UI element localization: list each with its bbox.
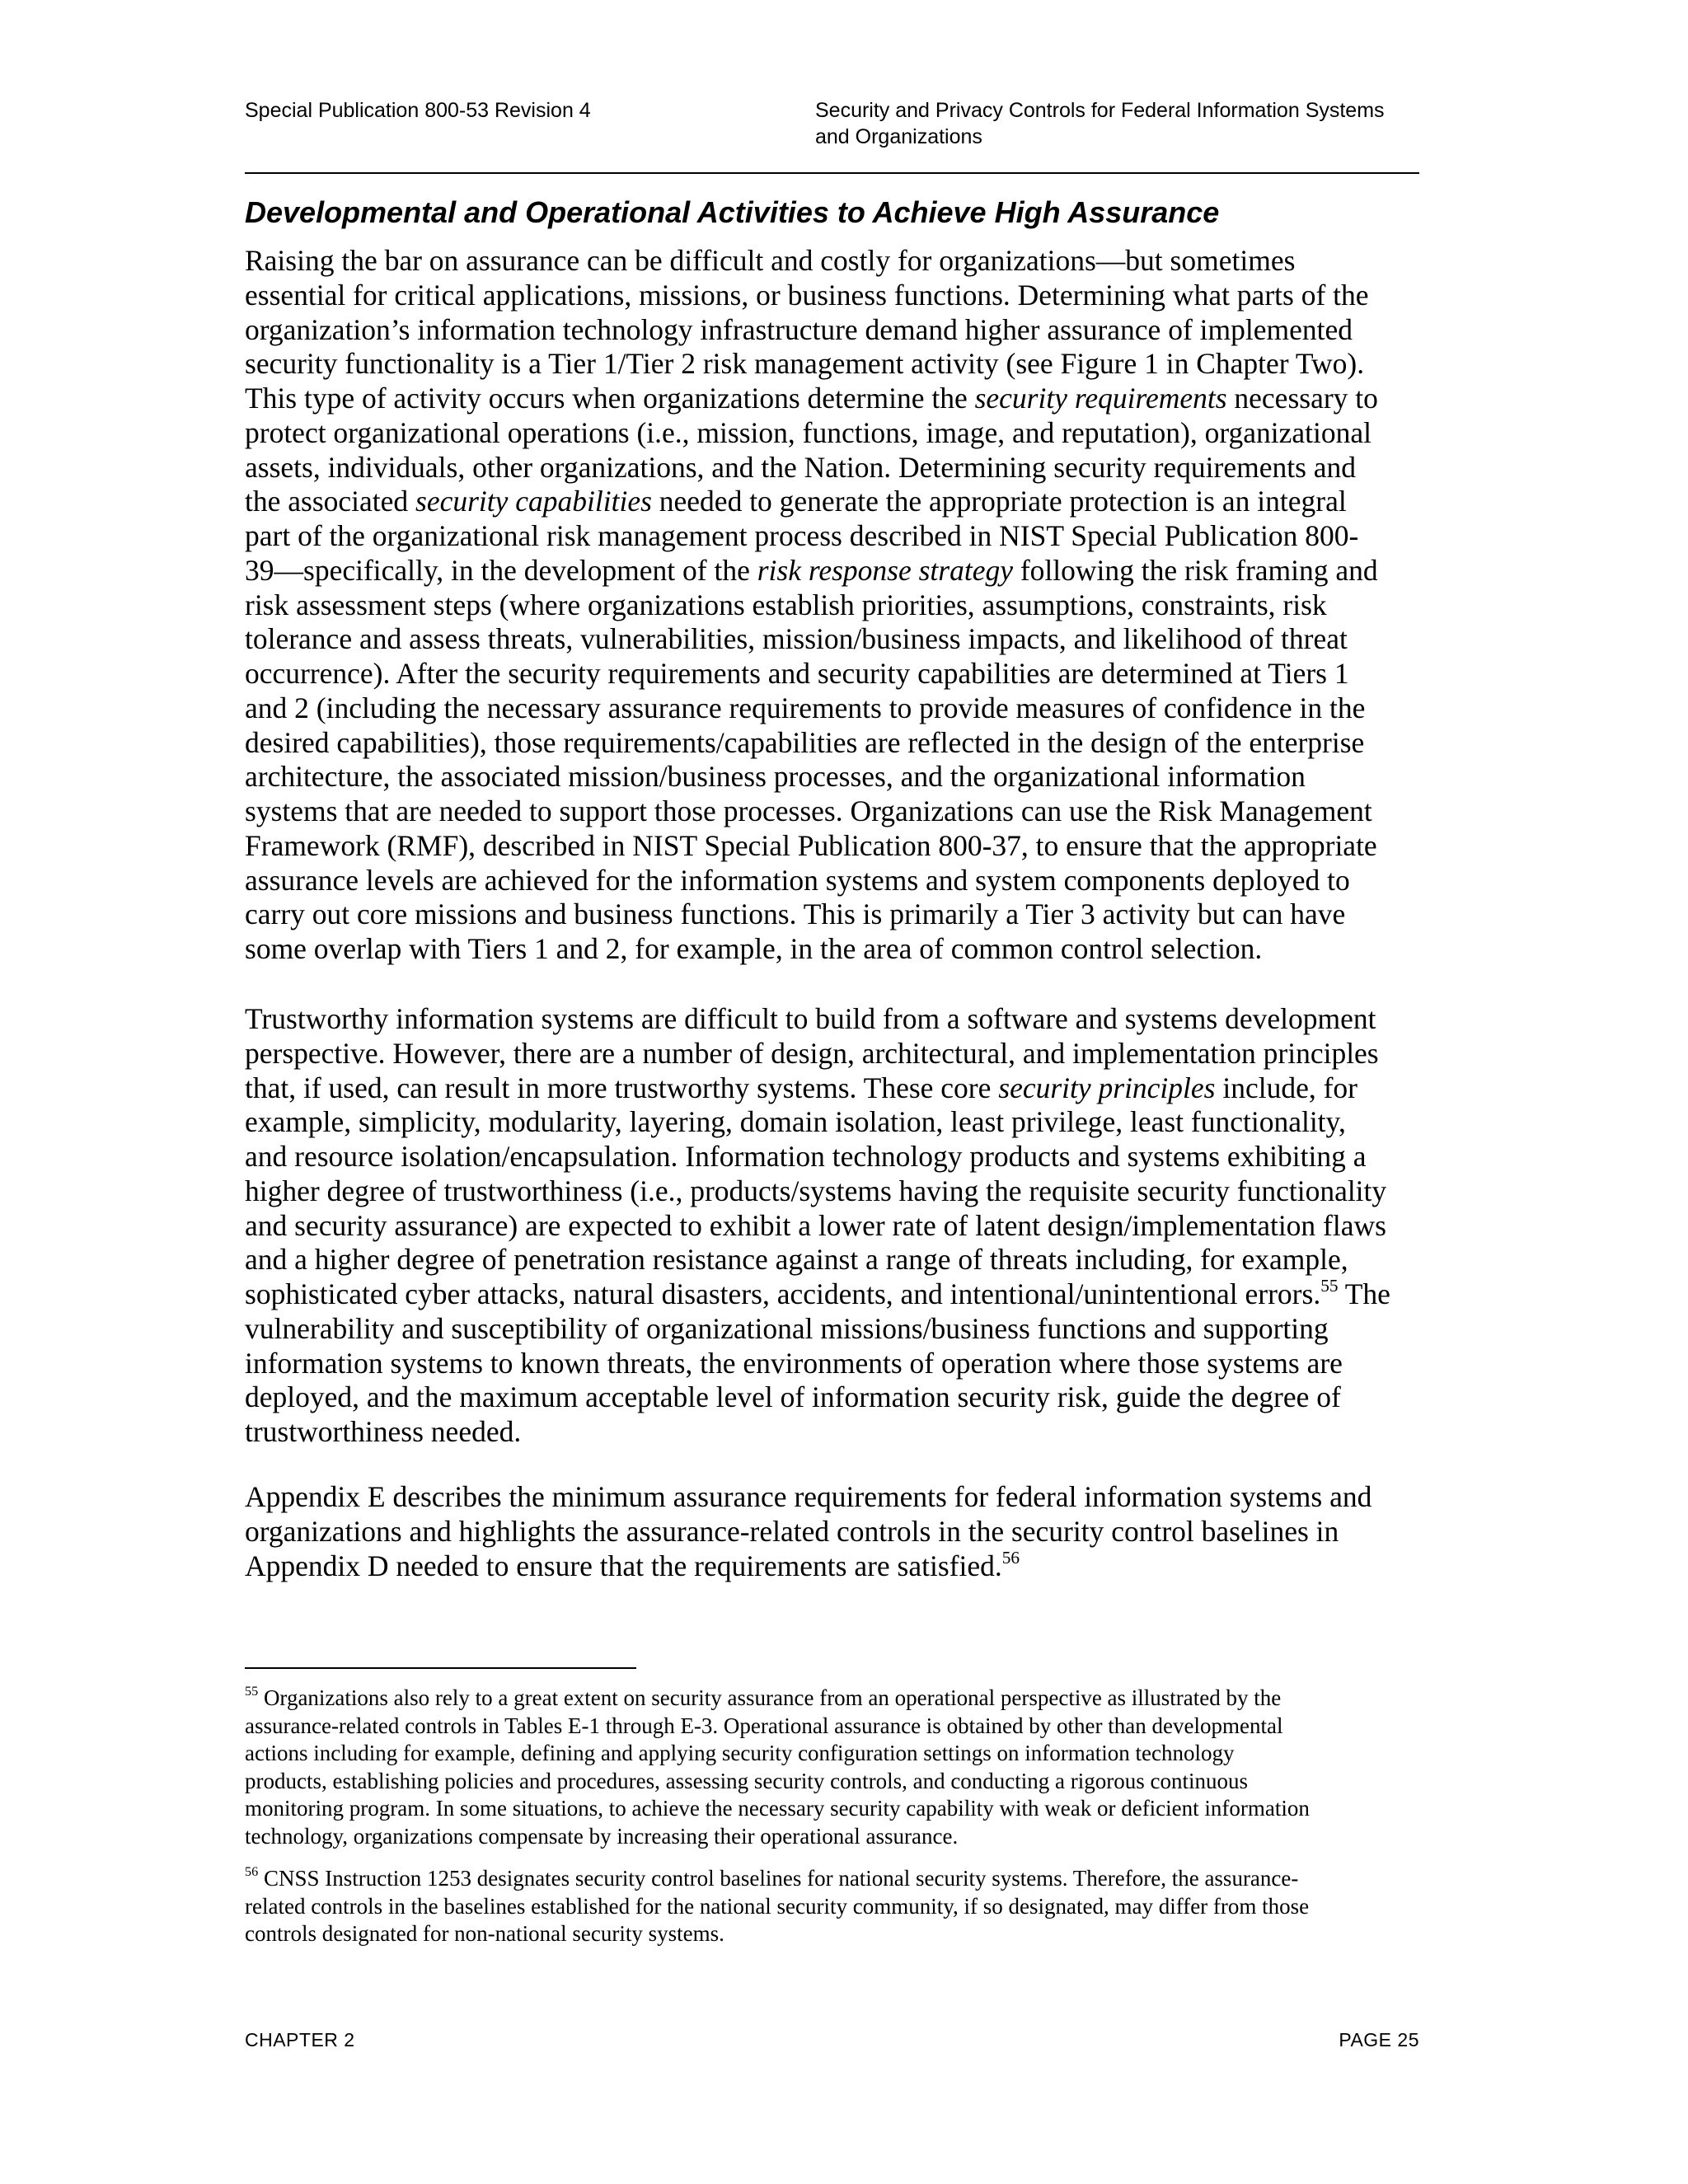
text-line: protect organizational operations (i.e., mission, functions, image, and reputation), organizational	[245, 415, 1372, 449]
text-line	[245, 1549, 1432, 1584]
text-line	[245, 382, 1432, 416]
text-line: controls designated for non-national security systems.	[245, 1921, 724, 1947]
paragraph-appendix-e	[245, 1480, 1432, 1583]
footnote-55	[245, 1685, 1432, 1851]
text-line: and a higher degree of penetration resistance against a range of threats including, for example,	[245, 1243, 1348, 1277]
text-line: higher degree of trustworthiness (i.e., products/systems having the requisite security functionality	[245, 1174, 1387, 1207]
running-footer-chapter: CHAPTER 2	[245, 2029, 355, 2050]
text-line	[245, 1865, 1432, 1893]
text-line: organization’s information technology infrastructure demand higher assurance of implemented	[245, 312, 1353, 346]
text-line: organizations and highlights the assurance-related controls in the security control baselines in	[245, 1514, 1339, 1548]
text-line: deployed, and the maximum acceptable level of information security risk, guide the degree of	[245, 1380, 1341, 1414]
text-run: sophisticated cyber attacks, natural disasters, accidents, and intentional/unintentional errors.	[245, 1277, 1321, 1310]
text-run: the associated	[245, 485, 416, 518]
footnote-number: 55	[245, 1684, 259, 1699]
text-line: occurrence). After the security requirements and security capabilities are determined at Tiers 1	[245, 657, 1349, 690]
text-run: Appendix D needed to ensure that the requirements are satisfied.	[245, 1549, 1002, 1582]
footnote-ref-56[interactable]: 56	[1001, 1547, 1020, 1568]
text-line: Raising the bar on assurance can be difficult and costly for organizations—but sometimes	[245, 244, 1296, 277]
text-line: risk assessment steps (where organizations establish priorities, assumptions, constraints, risk	[245, 588, 1327, 621]
text-line: assets, individuals, other organizations, and the Nation. Determining security requirements and	[245, 450, 1357, 484]
footnote-56	[245, 1865, 1432, 1948]
footnote-number: 56	[245, 1864, 259, 1880]
section-heading: Developmental and Operational Activities to Achieve High Assurance	[245, 195, 1220, 229]
running-footer-page-number: PAGE 25	[1339, 2029, 1419, 2050]
text-line: perspective. However, there are a number of design, architectural, and implementation principles	[245, 1036, 1379, 1070]
text-line: trustworthiness needed.	[245, 1415, 522, 1448]
text-line: Appendix E describes the minimum assurance requirements for federal information systems and	[245, 1480, 1372, 1513]
emphasis-term: security requirements	[974, 382, 1227, 415]
text-line: products, establishing policies and procedures, assessing security controls, and conducting a rigorous continuous	[245, 1768, 1249, 1793]
text-line: technology, organizations compensate by increasing their operational assurance.	[245, 1823, 959, 1849]
running-header-left: Special Publication 800-53 Revision 4	[245, 99, 591, 122]
paragraph-assurance-activities	[245, 244, 1432, 967]
text-line: some overlap with Tiers 1 and 2, for example, in the area of common control selection.	[245, 932, 1263, 965]
emphasis-term: security capabilities	[415, 485, 652, 518]
text-line	[245, 1685, 1432, 1713]
text-line	[245, 485, 1432, 519]
text-run: needed to generate the appropriate protection is an integral	[651, 485, 1347, 518]
text-line: monitoring program. In some situations, to achieve the necessary security capability with weak or deficient information	[245, 1796, 1310, 1821]
running-header-right-line2: and Organizations	[815, 125, 982, 148]
text-line: essential for critical applications, missions, or business functions. Determining what parts of the	[245, 278, 1369, 312]
running-header-right	[815, 97, 1442, 150]
text-run: that, if used, can result in more trustworthy systems. These core	[245, 1071, 999, 1104]
text-line: related controls in the baselines established for the national security community, if so designated, may differ from those	[245, 1893, 1310, 1919]
emphasis-term: risk response strategy	[757, 553, 1013, 587]
text-run: necessary to	[1226, 382, 1378, 415]
text-line	[245, 1071, 1432, 1106]
text-line: and resource isolation/encapsulation. Information technology products and systems exhibiting a	[245, 1140, 1367, 1173]
paragraph-trustworthy-systems	[245, 1002, 1432, 1450]
text-line	[245, 1277, 1432, 1312]
text-line: Trustworthy information systems are difficult to build from a software and systems development	[245, 1002, 1376, 1035]
footnote-ref-55[interactable]: 55	[1320, 1276, 1339, 1296]
text-line: assurance-related controls in Tables E-1 through E-3. Operational assurance is obtained by other than developmental	[245, 1713, 1283, 1738]
text-line: systems that are needed to support those processes. Organizations can use the Risk Management	[245, 794, 1372, 827]
text-line: vulnerability and susceptibility of organizational missions/business functions and supporting	[245, 1311, 1329, 1345]
text-run: The	[1338, 1277, 1390, 1310]
text-run: 39—specifically, in the development of the	[245, 553, 757, 587]
footnote-divider	[245, 1667, 636, 1669]
text-line: security functionality is a Tier 1/Tier 2 risk management activity (see Figure 1 in Chapter Two).	[245, 347, 1365, 381]
text-run: Organizations also rely to a great extent on security assurance from an operational perspective as illustrated by the	[258, 1685, 1282, 1710]
text-line: part of the organizational risk management process described in NIST Special Publication 800-	[245, 519, 1359, 552]
text-line: example, simplicity, modularity, layering, domain isolation, least privilege, least functionality,	[245, 1105, 1346, 1139]
text-line: Framework (RMF), described in NIST Special Publication 800-37, to ensure that the appropriate	[245, 828, 1377, 862]
text-line: information systems to known threats, the environments of operation where those systems are	[245, 1346, 1343, 1380]
text-line: architecture, the associated mission/business processes, and the organizational information	[245, 760, 1306, 794]
text-line: and security assurance) are expected to exhibit a lower rate of latent design/implementation flaws	[245, 1208, 1386, 1242]
text-line: desired capabilities), those requirements/capabilities are reflected in the design of the enterprise	[245, 725, 1365, 759]
running-header-right-line1: Security and Privacy Controls for Federal Information Systems	[815, 99, 1385, 122]
text-line: carry out core missions and business functions. This is primarily a Tier 3 activity but can have	[245, 898, 1346, 931]
text-line	[245, 554, 1432, 588]
text-run: include, for	[1215, 1071, 1357, 1104]
text-line: tolerance and assess threats, vulnerabilities, mission/business impacts, and likelihood of threat	[245, 622, 1348, 656]
text-run: CNSS Instruction 1253 designates security control baselines for national security systems. Therefore, the assurance-	[258, 1866, 1299, 1891]
text-line: assurance levels are achieved for the information systems and system components deployed to	[245, 863, 1350, 897]
emphasis-term: security principles	[998, 1071, 1216, 1104]
text-line: and 2 (including the necessary assurance requirements to provide measures of confidence in the	[245, 691, 1366, 724]
text-line: actions including for example, defining and applying security configuration settings on information technology	[245, 1741, 1235, 1766]
text-run: following the risk framing and	[1012, 553, 1378, 587]
text-run: This type of activity occurs when organizations determine the	[245, 382, 975, 415]
header-divider	[245, 172, 1419, 174]
